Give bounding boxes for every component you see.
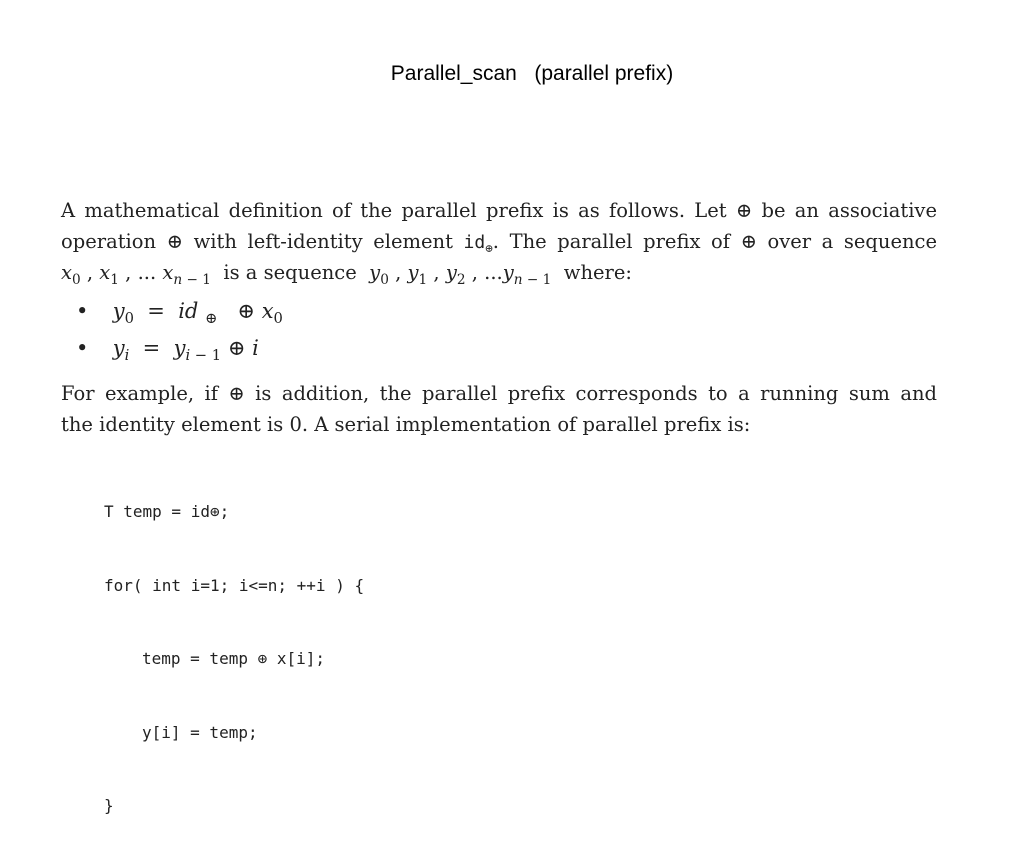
code-line-2: for( int i=1; i<=n; ++i ) {	[104, 575, 365, 595]
definition-line-1: A mathematical definition of the parallel prefix is as follows. Let ⊕ be an associative	[61, 199, 937, 222]
code-line-4: y[i] = temp;	[142, 722, 258, 742]
definition-line-2-pre: operation ⊕ with left-identity element	[61, 230, 464, 253]
example-line-1: For example, if ⊕ is addition, the parallel prefix corresponds to a running sum and	[61, 382, 937, 405]
sequence-mid: is a sequence	[217, 261, 363, 284]
code-line-5: }	[104, 796, 114, 815]
bullet-marker: •	[76, 299, 89, 323]
identity-element-code: $id_\oplus$	[463, 232, 493, 256]
sequence-end: where:	[557, 261, 632, 284]
definition-line-2-post: . The parallel prefix of ⊕ over a sequence	[492, 230, 938, 253]
definition-line-3: $x_0$ , $x_1$ , ... $x_{n - 1}$ is a sequence $y_0$ , $y_1$ , $y_2$ , $...y_{n - 1}$ where:	[61, 261, 632, 288]
bullet-marker: •	[76, 336, 89, 360]
code-block	[104, 451, 364, 843]
code-line-3: temp = temp ⊕ x[i];	[142, 649, 326, 668]
bullet-item-2: • $y_i = y_{i - 1}$ ⊕ i	[76, 336, 259, 365]
code-line-1: T temp = id⊕;	[104, 502, 230, 521]
slide-title: Parallel_scan (parallel prefix)	[390, 62, 674, 85]
example-line-2: the identity element is 0. A serial implementation of parallel prefix is:	[61, 413, 751, 436]
bullet-item-1: • $y_0$ = id $_\oplus$ ⊕ $x_0$	[76, 299, 283, 328]
